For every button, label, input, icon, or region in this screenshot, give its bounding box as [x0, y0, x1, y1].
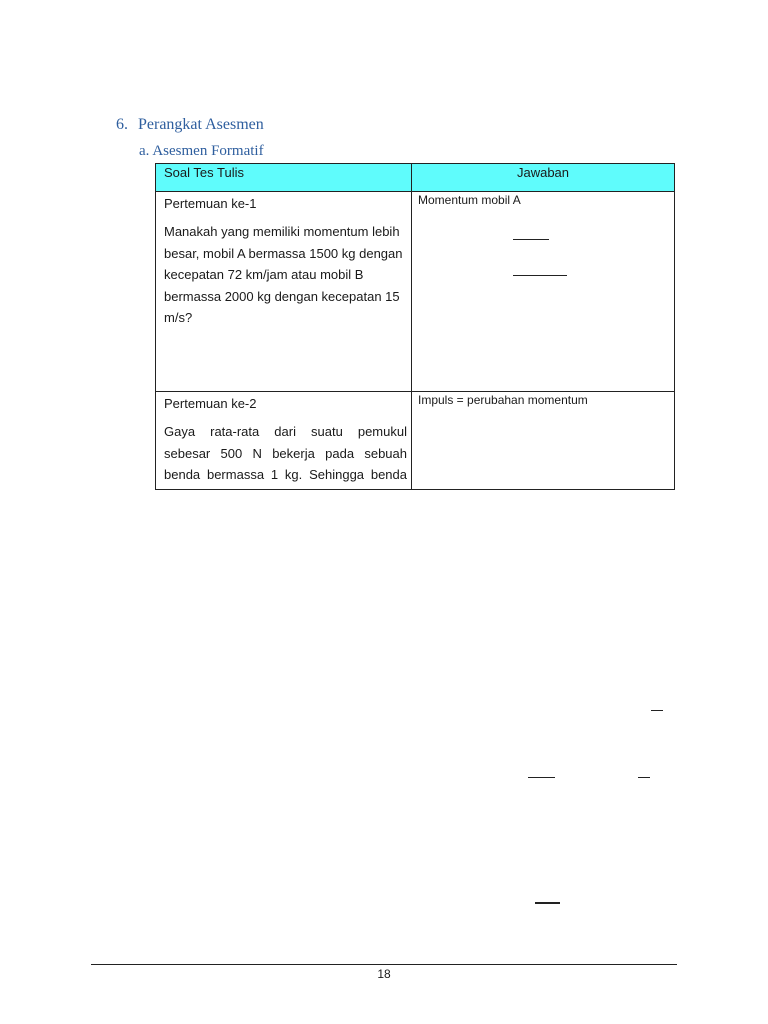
- section-title: Perangkat Asesmen: [138, 116, 264, 133]
- fraction-line: [638, 777, 650, 778]
- question-cell: [156, 392, 412, 490]
- section-heading: [116, 116, 264, 134]
- question-text: Manakah yang memiliki momentum lebih besar, mobil A bermassa 1500 kg dengan kecepatan 72 km/jam atau mobil B bermassa 2000 kg dengan kecepatan 15 m/s?: [164, 224, 403, 325]
- table-row: [156, 192, 675, 392]
- assessment-table: [155, 163, 675, 490]
- fraction-line: [513, 239, 549, 240]
- meeting-label: Pertemuan ke-1: [164, 196, 257, 211]
- answer-text: Momentum mobil A: [418, 193, 521, 207]
- column-header-answer: Jawaban: [412, 164, 675, 192]
- column-header-question: Soal Tes Tulis: [156, 164, 412, 192]
- footer-divider: [91, 964, 677, 965]
- fraction-line: [528, 777, 555, 778]
- section-number: 6.: [116, 116, 128, 133]
- answer-cell: [412, 192, 675, 392]
- question-cell: [156, 192, 412, 392]
- meeting-label: Pertemuan ke-2: [164, 396, 257, 411]
- answer-text: Impuls = perubahan momentum: [418, 393, 588, 407]
- fraction-line: [535, 902, 560, 904]
- page-number: 18: [377, 967, 391, 981]
- question-text: Gaya rata-rata dari suatu pemukul sebesar 500 N bekerja pada sebuah benda bermassa 1 kg. Sehingga benda: [164, 424, 407, 482]
- table-row: [156, 392, 675, 490]
- table-header-row: [156, 164, 675, 192]
- fraction-line: [651, 710, 663, 711]
- section-subheading: a. Asesmen Formatif: [139, 143, 264, 159]
- fraction-line: [513, 275, 567, 276]
- answer-cell: [412, 392, 675, 490]
